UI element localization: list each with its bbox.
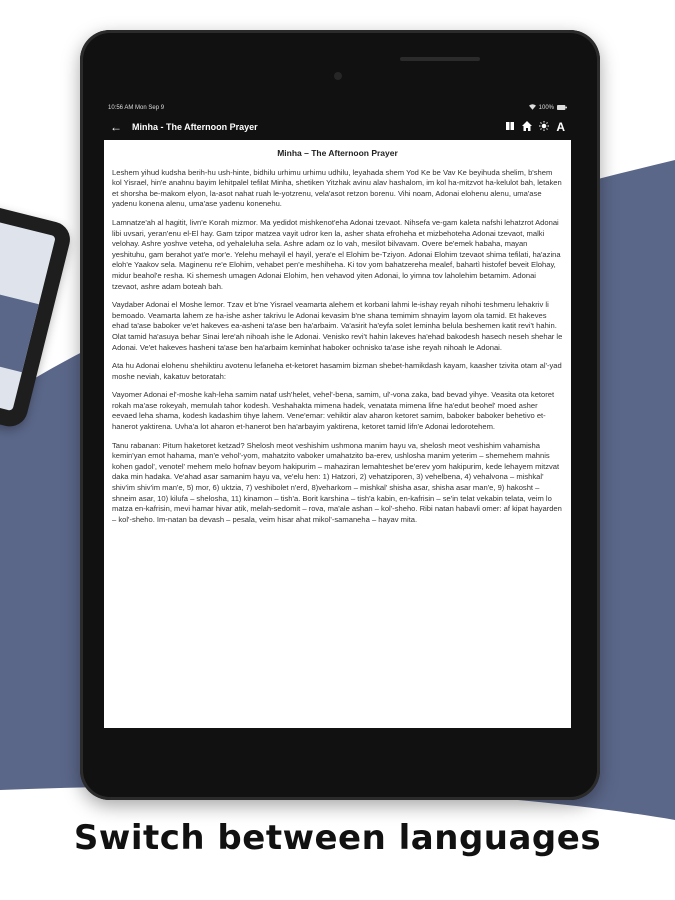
prayer-paragraph: Leshem yihud kudsha berih-hu ush-hinte, bidhilu urhimu urhimu udhilu, leyahada shem Yod Ke be Vav Ke beyihuda shelim, b'shem kol Yisrael, hin'e anahnu bayim lehitpalel tefilat Minha, shetiken Yitzhak avinu alav hashalom, im kol ha-mitzvot ha-kelulot bah, letaken et shorsha be-makom elyon, la-asot nahat ruah le-yotzrenu, vela'asot retzon borenu. Vihi noam, Adonai elohenu alenu, uma'ase yadenu konena alenu, uma'ase yadenu konenehu.	[112, 167, 562, 209]
prayer-paragraph: Ata hu Adonai elohenu shehiktiru avotenu lefaneha et-ketoret hasamim bizman shebet-hamikdash kayam, kaasher tzivita otam al'-yad moshe neviah, kakatuv betoratah:	[112, 361, 562, 381]
prayer-paragraph: Vayomer Adonai el'-moshe kah-leha samim nataf ush'helet, vehel'-bena, samim, ul'-vona zaka, bad bevad yihye. Veasita ota ketoret rokah ma'ase rokeyah, memulah tahor kodesh. Veshahakta mimena hadek, venatata mimena lifne ha'edut beohel' moed asher eevaed leha shama, kodesh kadashim tihye lahem. Vene'emar: vehiktir alav aharon ketoret samim, baboker baboker behetivo et-hanerot yaktirena. Uvha'a lot aharon et-hanerot ben ha'arbayim yaktirena, ketoret tamid lifn'e Adonai ledorotehem.	[112, 390, 555, 432]
brightness-icon[interactable]	[539, 121, 549, 134]
font-size-icon[interactable]: A	[556, 120, 565, 134]
prayer-paragraph: Tanu rabanan: Pitum haketoret ketzad? Shelosh meot veshishim ushmona manim hayu va, shelosh meot veshishim vahamisha kemin'yan emot hahama, man'e vehol'-yom, mahatzito vaboker umahatzito ba-erev, ushlosha manim yeterim – shemehem mahnis kohen gadol', venotel' mehem melo hofnav beyom hakipurim – mahaziran lemahteshet be'erev yom hakipurim, kede lehayem mitzvat daka min hadaka. Ve'ahad asar samanim hayu va, ve'elu hen: 1) Hatzori, 2) vehatziporen, 3) vehelbena, 4) vehalvona – mishkal' shiv'im shiv'im man'e, 5) mor, 6) uktzia, 7) veshibolet n'erd, 8)veharkom – mishkal' shisha asar, shisha asar man'e, 9) hakosht – shneim asar, 10) kilufa – shelosha, 11) kinamon – tish'a. Borit karshina – tish'a kabin, en-kafrisin – se'in telat vekabin telata, veim lo matza en-kafrisin, mevi hamar hivar atik, melah-sedomit – rova, ma'ale ashan – kol'-sheho. Ribi natan habavli omer: af kipat hayarden – kol'-sheho. Im-natan ba devash – pesala, veim hisar ahat mikol'-samaneha – hayav mita.	[112, 440, 562, 524]
appbar-actions	[505, 120, 565, 134]
prayer-paragraph: Lamnatze'ah al hagitit, livn'e Korah mizmor. Ma yedidot mishkenot'eha Adonai tzevaot. Nihsefa ve-gam kaleta nafshi lehatzrot Adonai libi uvsari, yeran'enu el-El hay. Gam tzipor matzea vayit udror ken la, asher shata efroheha et mizbehoteha Adonai tzevaot, malki velohay. Ashre yoshve veteha, od yehaleluha sela. Ashre adam oz lo vah, mesilot bilvavam. Overe be'emek habaha, mayan yeshituhu, gam berahot yat'e mor'e. Yelehu mehayil el hayil, yera'e el Elohim be-Tziyon. Adonai Elohim tzevaot shima tefilati, ha'azina eloh'e Yaakov sela. Maginenu re'e Elohim, vehabet pen'e meshiheha. Ki tov yom bahatzereha mealef, bahartì histofef beveit Elohay, midur beahol'e resha. Ki shemesh umagen Adonai Elohim, hen vehavod yiten Adonai, lo yimna tov laholehim betamim. Adonai tzevaot, ashre adam boteah bah.	[112, 217, 561, 291]
prayer-content	[104, 140, 571, 525]
arrow-left-icon[interactable]: ←	[110, 120, 122, 134]
page-title: Minha - The Afternoon Prayer	[132, 122, 258, 132]
app-bar	[104, 114, 571, 140]
tablet-screen	[104, 102, 571, 728]
wifi-icon	[529, 104, 536, 112]
battery-icon	[557, 105, 567, 112]
prayer-paragraph: Vaydaber Adonai el Moshe lemor. Tzav et b'ne Yisrael veamarta alehem et korbani lahmi le-ishay reyah nihohi teshmeru lehakriv li bemoado. Veamarta lahem ze ha-ishe asher takrivu le Adonai kevasim b'ne shana temimim shnayim layom ola tamid. Et hakeves ehad ta'ase baboker ve'et hakeves ea-asheni ta'ase ben ha'arbaim. Va'asirit ha'eyfa solet leminha belula beshemen katit revi't hahin. Olat tamid ha'asuya behar Sinai lere'ah nihoah ishe le Adonai. Venisko revi't hahin lakeves ha'ehad bakodesh hasech neseh shehar le Adonai. Ve'et hakeves hasheni ta'ase ben ha'arbaim keminhat haboker ochnisko ta'ase ishe reyah nihoah le Adonai.	[112, 300, 563, 352]
content-heading: Minha – The Afternoon Prayer	[277, 148, 398, 158]
status-bar	[104, 102, 571, 114]
promo-caption: Switch between languages	[73, 818, 602, 858]
status-time: 10:56 AM Mon Sep 9	[108, 105, 165, 111]
home-icon[interactable]	[522, 121, 532, 134]
book-icon[interactable]	[505, 121, 515, 134]
battery-percentage: 100%	[538, 105, 554, 111]
front-camera	[334, 72, 342, 80]
power-button	[400, 57, 480, 61]
